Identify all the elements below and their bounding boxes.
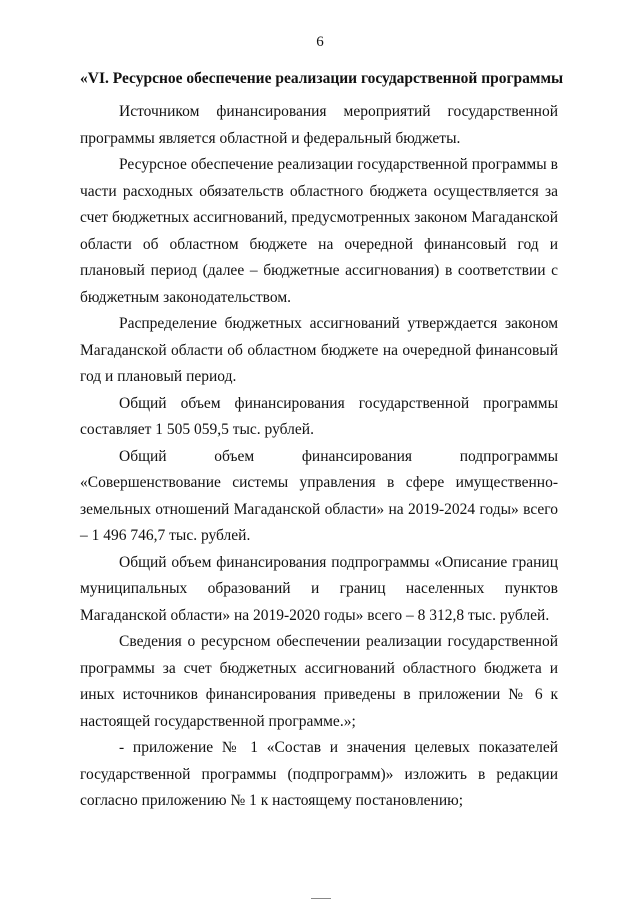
paragraph-resource-provision: Ресурсное обеспечение реализации государственной программы в части расходных обязательств областного бюджета осуществляется за счет бюджетных ассигнований, предусмотренных законом Магаданской области об областном бюджете на очередной финансовый год и плановый период (далее – бюджетные ассигнования) в соответствии с бюджетным законодательством. [80,156,558,306]
paragraph-allocation: Распределение бюджетных ассигнований утверждается законом Магаданской области об областном бюджете на очередной финансовый год и плановый период. [80,315,558,385]
paragraph-subprogram-boundaries: Общий объем финансирования подпрограммы «Описание границ муниципальных образований и границ населенных пунктов Магаданской области» на 2019-2020 годы» всего – 8 312,8 тыс. рублей. [80,553,558,624]
paragraph-subprogram-land-relations: Общий объем финансирования подпрограммы «Совершенствование системы управления в сфере имущественно-земельных отношений Магаданской области» на 2019-2024 годы» всего – 1 496 746,7 тыс. рублей. [80,447,558,544]
page-number: 6 [316,34,324,50]
paragraph-total-funding: Общий объем финансирования государственной программы составляет 1 505 059,5 тыс. рублей. [80,394,558,438]
paragraph-funding-sources: Источником финансирования мероприятий государственной программы является областной и федеральный бюджеты. [80,103,558,147]
section-heading: «VI. Ресурсное обеспечение реализации государственной программы [80,70,564,87]
paragraph-appendix-1: - приложение № 1 «Состав и значения целевых показателей государственной программы (подпрограмм)» изложить в редакции согласно приложению № 1 к настоящему постановлению; [80,739,558,809]
page-bottom-mark [311,898,331,899]
paragraph-resource-info: Сведения о ресурсном обеспечении реализации государственной программы за счет бюджетных ассигнований областного бюджета и иных источников финансирования приведены в приложении № 6 к настоящей государственной программе.»; [80,633,558,730]
body-text [80,99,558,815]
